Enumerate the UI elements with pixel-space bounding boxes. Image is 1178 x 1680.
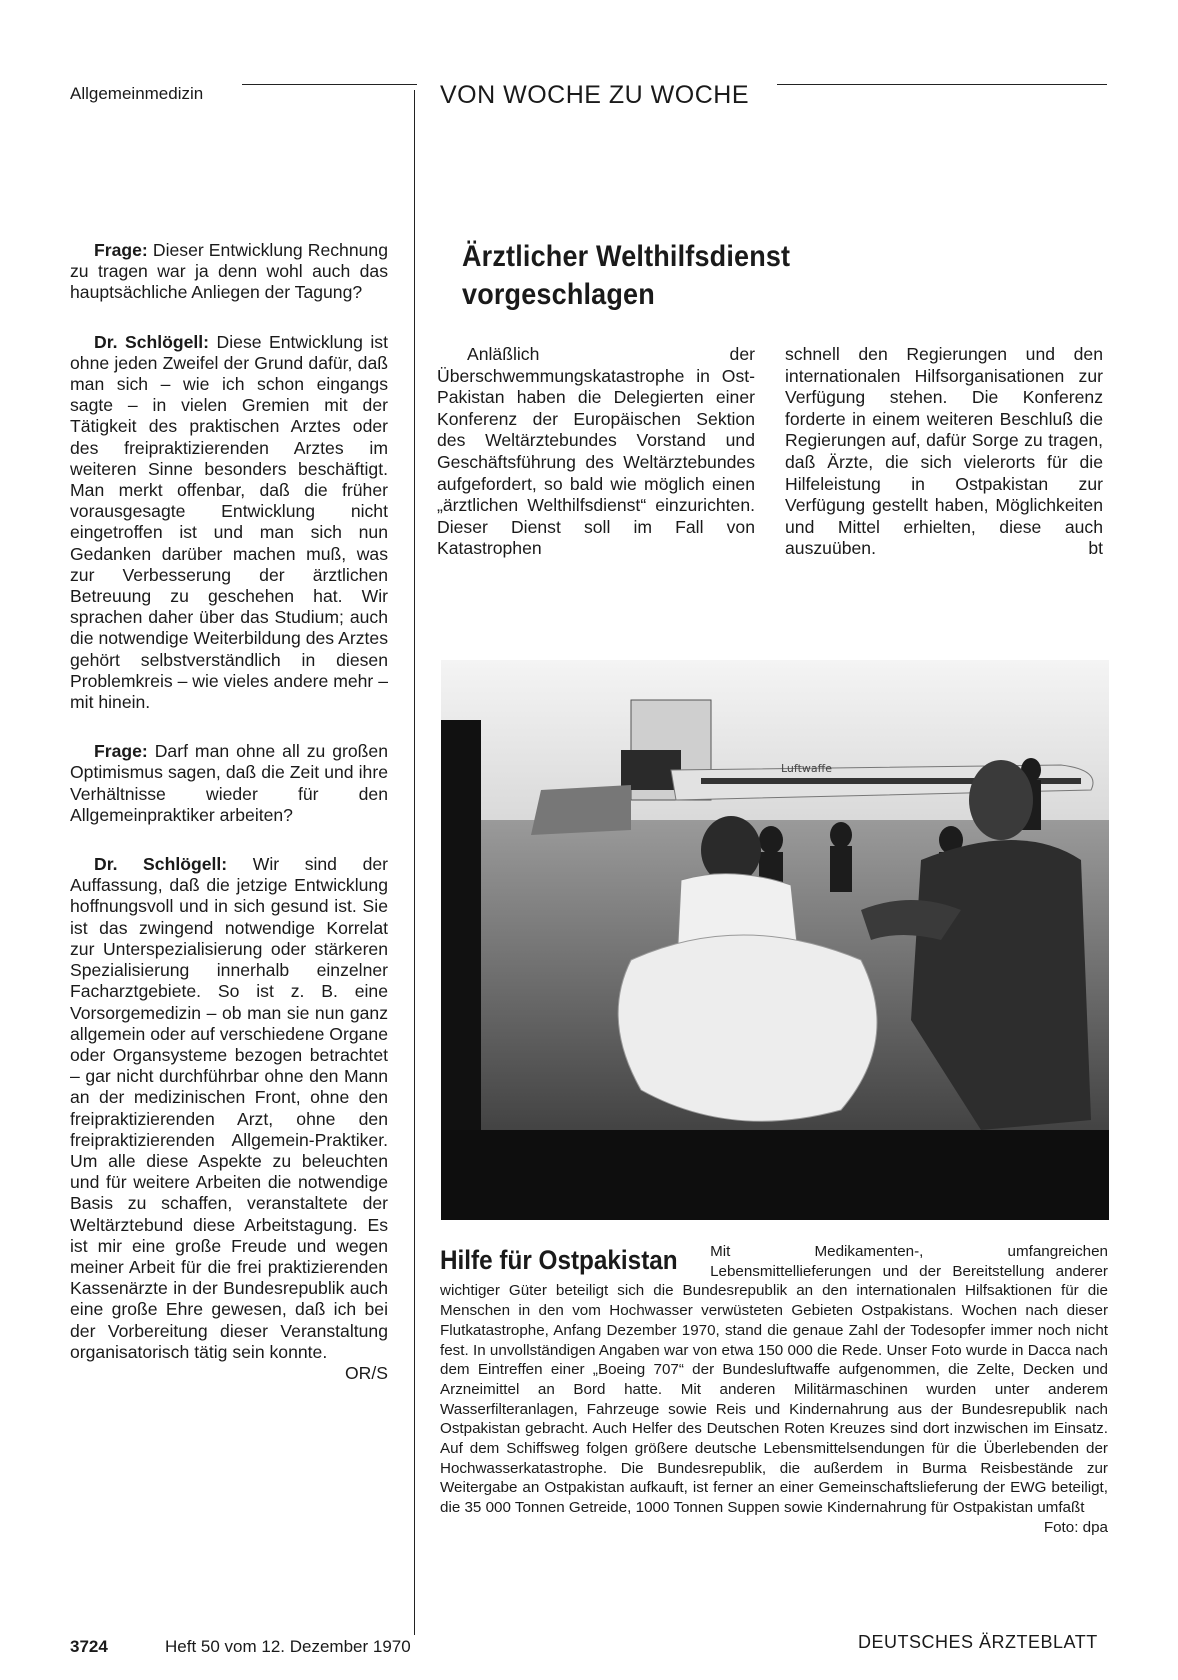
- article-column-1: Anläßlich der Überschwemmungskatastrophe in Ost-Pakistan haben die Delegierten einer Konferenz der Europäischen Sektion des Weltärztebundes Vorstand und Geschäftsführung des Weltärztebundes aufgefordert, so bald wie möglich einen „ärztlichen Welthilfsdienst“ einzurichten. Dieser Dienst soll im Fall von Katastrophen: [437, 344, 755, 559]
- speaker-label: Dr. Schlögell:: [94, 854, 228, 875]
- interview-paragraph: [70, 332, 388, 714]
- header-rule-right: [777, 84, 1107, 85]
- paragraph-text: Wir sind der Auffassung, daß die jetzige Entwicklung hoffnungsvoll und in sich gesund ist. Sie ist das zwingend notwendige Korrelat zur Unterspezialisierung oder stärkeren Spezialisierung innerhalb einzelner Facharztgebiete. So ist z. B. eine Vorsorgemedizin – ob man sie nun ganz allgemein oder auf verschiedene Organe oder Organsysteme bezogen betrachtet – gar nicht durchführbar ohne den Mann an der medizinischen Front, ohne den freipraktizierenden Arzt, ohne den freipraktizierenden Allgemein-Praktiker. Um alle diese Aspekte zu beleuchten und für weitere Arbeiten die notwendige Basis zu schaffen, veranstaltete der Weltärztebund diese Arbeitstagung. Es ist mir eine große Freude und wegen meiner Arbeit für die frei praktizierenden Kassenärzte in der Bundesrepublik auch eine große Ehre gewesen, daß ich bei der Vorbereitung dieser Veranstaltung organisatorisch tätig sein konnte.: [70, 854, 388, 1362]
- speaker-label: Dr. Schlögell:: [94, 331, 210, 352]
- column-divider: [414, 90, 415, 1635]
- speaker-label: Frage:: [94, 741, 148, 762]
- caption-text: Mit Medikamenten-, umfangreichen Lebensmittellieferungen und der Bereitstellung anderer wichtiger Güter beteiligt sich die Bundesrepublik an den internationalen Hilfsaktionen für die Menschen in den vom Hochwasser verwüsteten Gebieten Ostpakistans. Wochen nach dieser Flutkatastrophe, Anfang Dezember 1970, stand die genaue Zahl der Todesopfer immer noch nicht fest. In unvollständigen Angaben war von etwa 150 000 die Rede. Unser Foto wurde in Dacca nach dem Eintreffen einer „Boeing 707“ der Bundesluftwaffe aufgenommen, die Zelte, Decken und Arzneimittel an Bord hatte. Mit anderen Militärmaschinen wurden unter anderem Wasserfilteranlagen, Fahrzeuge sowie Reis und Kindernahrung aus der Bundesrepublik nach Ostpakistan gebracht. Auch Helfer des Deutschen Roten Kreuzes sind dort inzwischen im Einsatz. Auf dem Schiffsweg folgen größere deutsche Lebensmittelsendungen für die Überlebenden der Hochwasserkatastrophe. Die Bundesrepublik, die außerdem in Burma Reisbestände zur Weitergabe an Ostpakistan aufkauft, ist ferner an einer Gemeinschaftslieferung der EWG beteiligt, die 35 000 Tonnen Getreide, 1000 Tonnen Suppen sowie Kindernahrung für Ostpakistan umfaßt: [440, 1243, 1108, 1517]
- author-signature: OR/S: [344, 1362, 388, 1383]
- header-rule-left: [242, 84, 417, 85]
- rubric-title: VON WOCHE ZU WOCHE: [440, 81, 749, 109]
- news-photo: [441, 660, 1109, 1220]
- article-signature: bt: [1088, 538, 1103, 559]
- page-number: 3724: [70, 1637, 108, 1656]
- interview-paragraph: [70, 741, 388, 826]
- photo-caption: [440, 1242, 1108, 1538]
- issue-info: Heft 50 vom 12. Dezember 1970: [165, 1637, 411, 1656]
- paragraph-text: Diese Entwicklung ist ohne jeden Zweifel der Grund dafür, daß man sich – wie ich schon eingangs sagte – in vielen Gremien mit der Tätigkeit des praktischen Arztes oder des freipraktizierenden Arztes im weiteren Sinne besonders beschäftigt. Man merkt offenbar, daß die früher vorausgesagte Entwicklung nicht eingetroffen ist und man sich nun Gedanken darüber machen muß, was zur Verbesserung der ärztlichen Betreuung zu geschehen hat. Wir sprachen daher über das Studium; auch die notwendige Weiterbildung des Arztes gehört selbstverständlich in diesen Problemkreis – wie vieles andere mehr – mit hinein.: [70, 331, 388, 713]
- interview-column: [70, 240, 388, 1391]
- interview-paragraph: [70, 240, 388, 304]
- section-label: Allgemeinmedizin: [70, 84, 204, 103]
- photo-illustration: [441, 660, 1109, 1220]
- aircraft-marking: Luftwaffe: [781, 762, 832, 775]
- publication-name: DEUTSCHES ÄRZTEBLATT: [858, 1632, 1098, 1652]
- article-column-2: [785, 344, 1103, 560]
- speaker-label: Frage:: [94, 240, 148, 260]
- article-text: schnell den Regierungen und den internationalen Hilfsorganisationen zur Verfügung stehen. Die Konferenz forderte in einem weiteren Beschluß die Regierungen auf, dafür Sorge zu tragen, daß Ärzte, die sich vielerorts für die Hilfeleistung in Ostpakistan zur Verfügung gestellt haben, Möglichkeiten und Mittel erhielten, diese auch auszuüben.: [785, 344, 1103, 559]
- paragraph-text: Dieser Entwicklung Rechnung zu tragen war ja denn wohl auch das hauptsächliche Anliegen der Tagung?: [70, 240, 388, 303]
- headline-line: vorgeschlagen: [462, 278, 655, 311]
- photo-credit: Foto: dpa: [1043, 1518, 1108, 1536]
- paragraph-text: Darf man ohne all zu großen Optimismus sagen, daß die Zeit und ihre Verhältnisse wieder für den Allgemeinpraktiker arbeiten?: [70, 741, 388, 825]
- article-headline: [462, 238, 1020, 314]
- headline-line: Ärztlicher Welthilfsdienst: [462, 240, 791, 273]
- caption-title: Hilfe für Ostpakistan: [440, 1245, 678, 1275]
- interview-paragraph: [70, 854, 388, 1383]
